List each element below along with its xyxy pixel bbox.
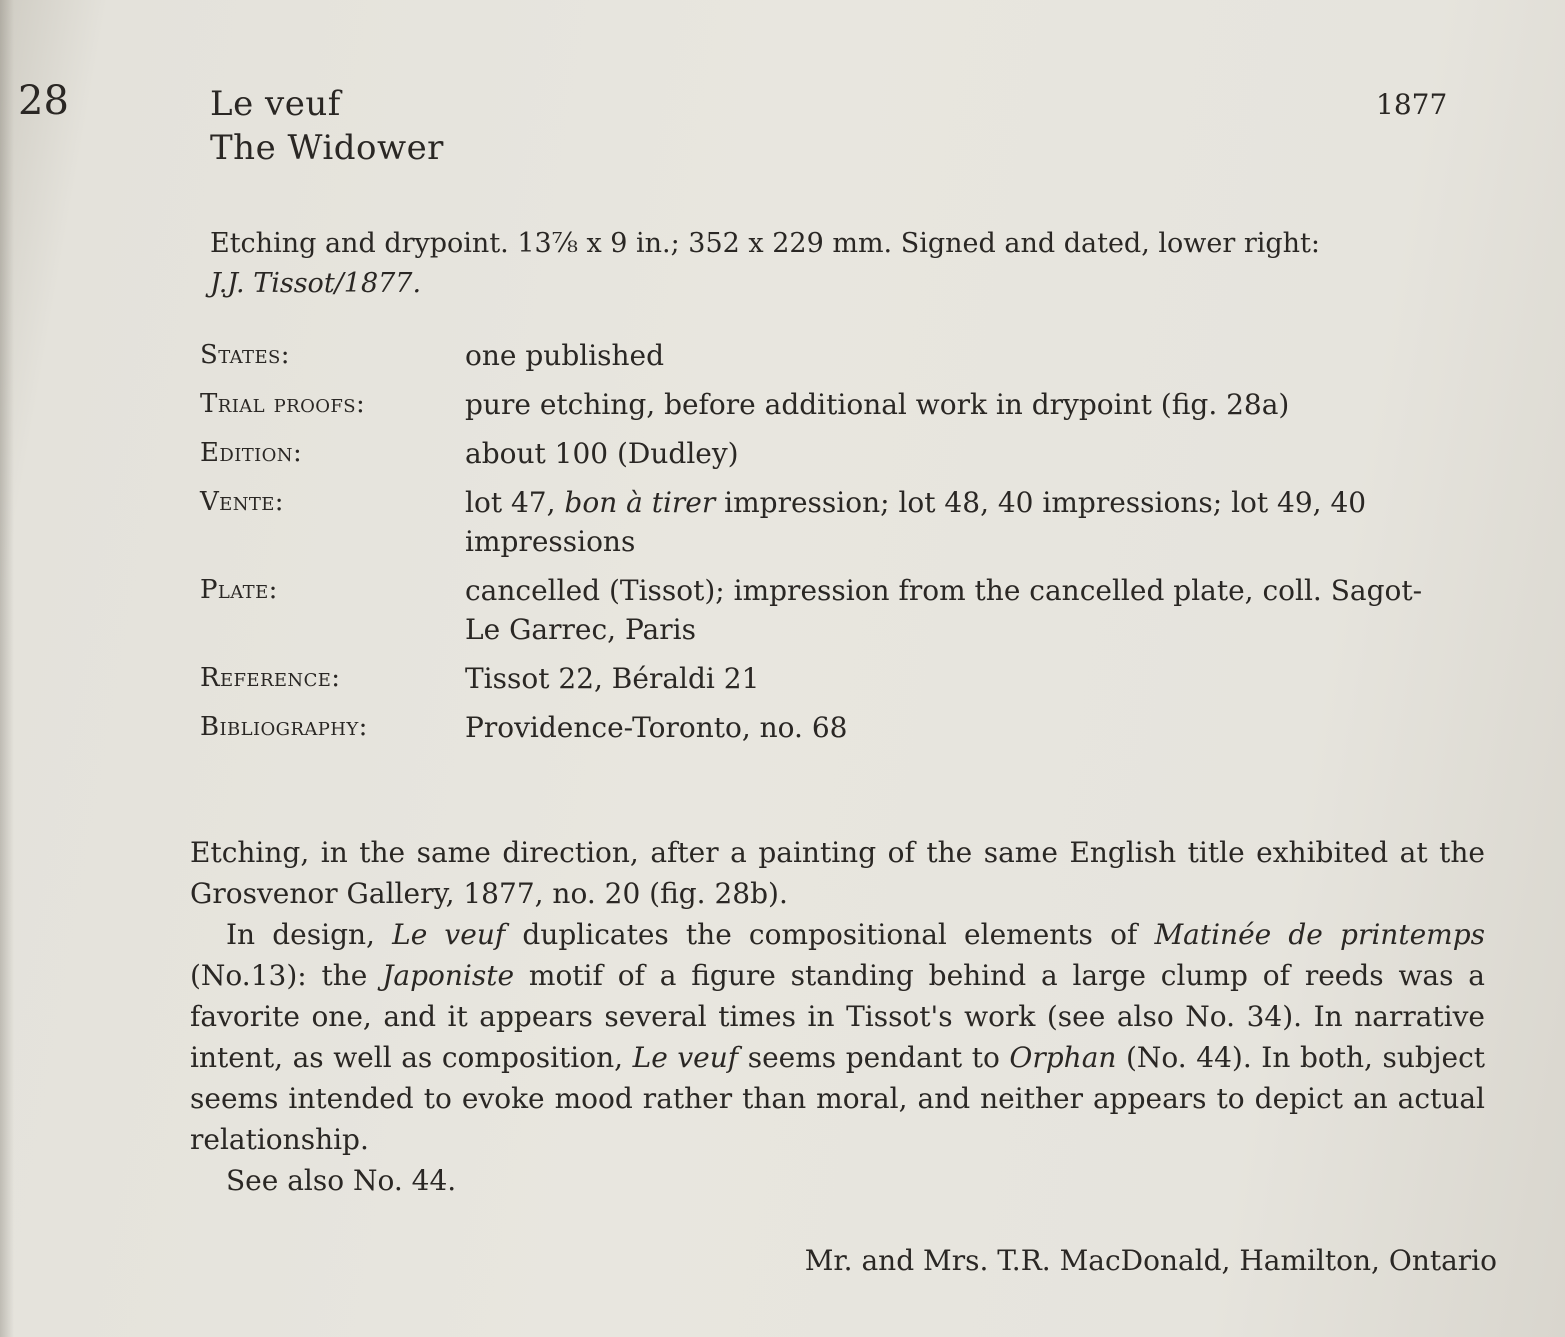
essay-text: In design, [226, 918, 393, 951]
catalogue-essay [190, 832, 1485, 1201]
fact-row-states [200, 336, 1480, 375]
medium-text: Etching and drypoint. 13⅞ x 9 in.; 352 x 229 mm. Signed and dated, lower right: [210, 228, 1321, 259]
title-english: The Widower [210, 128, 444, 168]
essay-italic: Le veuf [632, 1041, 739, 1074]
fact-row-trial-proofs [200, 385, 1480, 424]
essay-text: seems pendant to [738, 1041, 1010, 1074]
fact-value-text: lot 47, [465, 486, 565, 519]
essay-italic: Japoniste [382, 959, 515, 992]
entry-year: 1877 [1376, 88, 1448, 121]
fact-row-edition [200, 434, 1480, 473]
fact-label: Vente: [200, 487, 284, 517]
fact-row-reference [200, 659, 1480, 698]
signature-inscription: J.J. Tissot/1877. [210, 268, 422, 299]
fact-value: Tissot 22, Béraldi 21 [465, 662, 760, 695]
fact-row-bibliography [200, 708, 1480, 747]
fact-value: pure etching, before additional work in drypoint (fig. 28a) [465, 388, 1290, 421]
catalogue-number: 28 [18, 78, 69, 124]
essay-text: (No. 44). In both, subject seems intended to evoke mood rather than moral, and neither appears to depict an actual relationship. [190, 1041, 1486, 1156]
fact-label: Reference: [200, 663, 341, 693]
essay-italic: Matinée de printemps [1154, 918, 1485, 951]
fact-value: one published [465, 339, 665, 372]
page-edge-shadow [0, 0, 14, 1337]
essay-italic: Le veuf [392, 918, 506, 951]
fact-label: States: [200, 340, 290, 370]
fact-value: Providence-Toronto, no. 68 [465, 711, 848, 744]
fact-value: cancelled (Tissot); impression from the cancelled plate, coll. Sagot-Le Garrec, Paris [465, 574, 1423, 646]
fact-row-plate [200, 571, 1480, 649]
fact-row-vente [200, 483, 1480, 561]
title-french: Le veuf [210, 84, 341, 124]
catalogue-facts [200, 336, 1480, 757]
essay-paragraph [190, 914, 1485, 1160]
medium-description [210, 224, 1470, 304]
essay-text: motif of a figure standing behind a large clump of reeds was a favorite one, and it appears several times in Tissot's work (see also No. 34). In narrative intent, as well as composition, [190, 959, 1485, 1074]
fact-value: about 100 (Dudley) [465, 437, 739, 470]
fact-label: Trial proofs: [200, 389, 366, 419]
owner-credit: Mr. and Mrs. T.R. MacDonald, Hamilton, Ontario [804, 1244, 1497, 1277]
essay-text: (No.13): the [190, 959, 383, 992]
fact-label: Bibliography: [200, 712, 368, 742]
essay-italic: Orphan [1009, 1041, 1117, 1074]
fact-value [465, 483, 1445, 561]
essay-paragraph: See also No. 44. [226, 1164, 457, 1197]
essay-paragraph: Etching, in the same direction, after a painting of the same English title exhibited at the Grosvenor Gallery, 1877, no. 20 (fig. 28b). [190, 836, 1485, 910]
fact-label: Edition: [200, 438, 303, 468]
fact-label: Plate: [200, 575, 278, 605]
fact-value-italic: bon à tirer [564, 486, 716, 519]
essay-text: duplicates the compositional elements of [505, 918, 1155, 951]
fact-value-text: impression; lot 48, 40 impressions; lot 49, 40 impressions [465, 486, 1367, 558]
